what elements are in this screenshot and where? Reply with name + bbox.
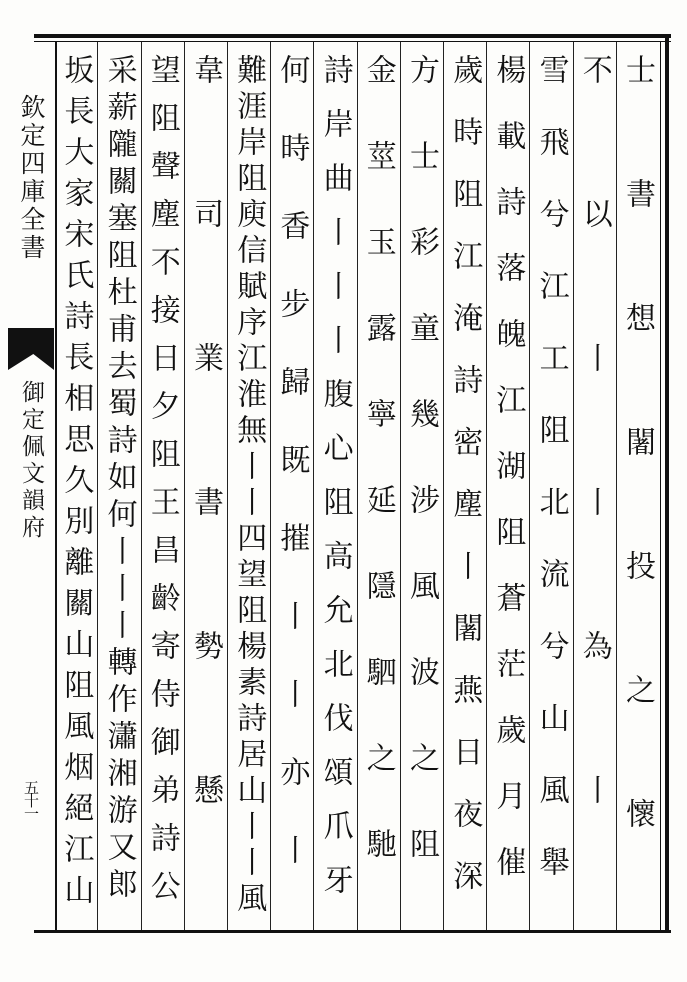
column-divider: [227, 42, 228, 930]
text-column: [270, 48, 313, 926]
text-column: [443, 48, 486, 926]
column-text: 楊載詩落魄江湖阻蒼茫歲月催: [490, 54, 526, 912]
text-column: [313, 48, 356, 926]
column-text: 金莖玉露寧延隱駟之馳: [360, 54, 396, 914]
column-text: 采薪隴關塞阻杜甫去蜀詩如何丨丨丨轉作瀟湘游又郎: [101, 54, 137, 905]
column-divider: [357, 42, 358, 930]
column-text: 士書想闍投之懷: [619, 54, 655, 922]
column-text: 歲時阻江淹詩密塵丨闍燕日夜深: [447, 54, 483, 922]
column-text: 難涯岸阻庾信賦序江淮無丨丨四望阻楊素詩居山丨丨風: [231, 54, 267, 918]
column-text: 不以丨丨為丨: [576, 54, 612, 918]
text-column: [486, 48, 529, 926]
right-inner-border: [660, 41, 661, 930]
text-column: [141, 48, 184, 926]
column-divider: [443, 42, 444, 930]
text-column: [616, 48, 659, 926]
text-column: [573, 48, 616, 926]
column-divider: [400, 42, 401, 930]
top-border: [34, 34, 671, 38]
text-column: [54, 48, 97, 926]
book-title: 御定佩文韻府: [18, 380, 44, 542]
bottom-border: [34, 930, 671, 933]
right-border: [665, 34, 669, 933]
fishtail-mark-icon: [8, 328, 54, 370]
column-text: 何時香步歸既摧丨丨亦丨: [274, 54, 310, 912]
page-number: 五十一: [22, 780, 40, 819]
column-divider: [141, 42, 142, 930]
column-text: 望阻聲塵不接日夕阻王昌齡寄侍御弟詩公: [144, 54, 180, 918]
column-text: 詩岸曲丨丨丨腹心阻高允北伐頌爪牙: [317, 54, 353, 918]
column-divider: [486, 42, 487, 930]
column-text: 雪飛兮江工阻北流兮山風舉: [533, 54, 569, 918]
column-divider: [616, 42, 617, 930]
column-text: 韋司業書勢懸: [187, 54, 223, 918]
column-divider: [529, 42, 530, 930]
column-text: 方士彩童幾涉風波之阻: [403, 54, 439, 914]
column-divider: [573, 42, 574, 930]
column-divider: [313, 42, 314, 930]
column-text: 坂長大家宋氏詩長相思久別離關山阻風烟絕江山: [58, 54, 94, 915]
text-column: [529, 48, 572, 926]
collection-title: 欽定四庫全書: [17, 94, 46, 262]
top-inner-border: [34, 41, 671, 42]
column-divider: [270, 42, 271, 930]
column-divider: [184, 42, 185, 930]
text-column: [357, 48, 400, 926]
page-margin-strip: [0, 42, 56, 930]
text-column: [400, 48, 443, 926]
column-divider: [97, 42, 98, 930]
text-column: [227, 48, 270, 926]
text-column: [97, 48, 140, 926]
text-column: [184, 48, 227, 926]
